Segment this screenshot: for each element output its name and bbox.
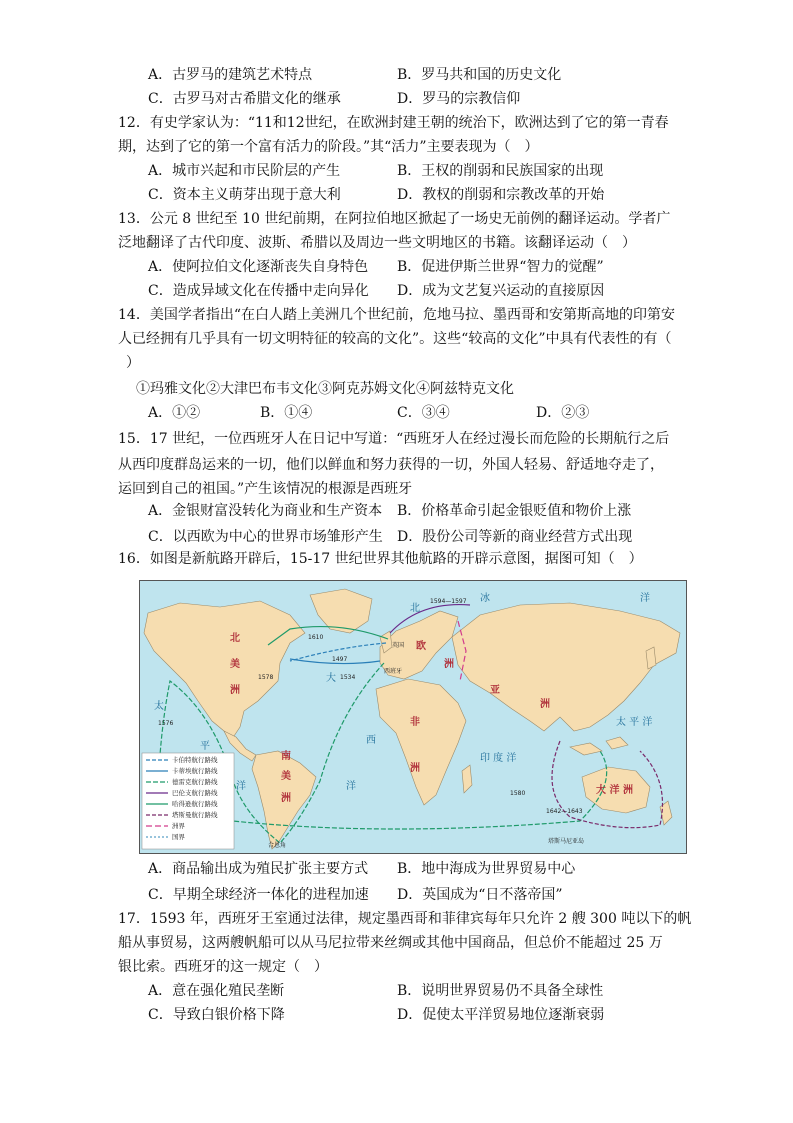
label-eu-2: 洲 xyxy=(444,659,454,670)
q12-option-d: D．教权的削弱和宗教改革的开始 xyxy=(397,187,605,203)
q11-option-b: B．罗马共和国的历史文化 xyxy=(397,67,562,83)
year-label-7: 1580 xyxy=(510,790,526,797)
q11-option-d: D．罗马的宗教信仰 xyxy=(397,91,521,107)
q17-option-d: D．促使太平洋贸易地位逐渐衰弱 xyxy=(397,1007,605,1023)
q15-stem-line2: 从西印度群岛运来的一切，他们以鲜血和努力获得的一切，外国人轻易、舒适地夺走了， xyxy=(118,457,664,473)
q15-option-a: A．金银财富没转化为商业和生产资本 xyxy=(148,503,383,519)
q14-stem-line2: 人已经拥有几乎具有一切文明特征的较高的文化”。这些“较高的文化”中具有代表性的有（ xyxy=(118,331,672,347)
asia-landmass xyxy=(452,603,680,731)
q12-stem-line1: 12．有史学家认为：“11和12世纪，在欧洲封建王朝的统治下，欧洲达到了它的第一青春 xyxy=(118,115,669,131)
label-sa-2: 美 xyxy=(281,771,291,782)
map-legend xyxy=(142,753,234,849)
q17-option-a: A．意在强化殖民垄断 xyxy=(148,983,285,999)
label-af-2: 洲 xyxy=(410,763,420,774)
label-sa-3: 洲 xyxy=(281,793,291,804)
year-label-4: 1610 xyxy=(308,634,324,641)
legend-label: 洲界 xyxy=(172,822,185,830)
label-cape-horn: 合恩角 xyxy=(268,842,287,849)
map-svg xyxy=(140,581,686,853)
q16-stem-line1: 16．如图是新航路开辟后，15-17 世纪世界其他航路的开辟示意图，据图可知（ ） xyxy=(118,551,643,567)
q14-stem-line3: ） xyxy=(126,355,140,371)
label-da: 大 xyxy=(326,673,336,684)
voyage-routes-map xyxy=(139,580,687,854)
label-arctic-1: 北 xyxy=(410,603,420,614)
legend-label: 卡伯特航行路线 xyxy=(172,756,218,764)
q12-option-b: B．王权的削弱和民族国家的出现 xyxy=(397,163,604,179)
year-label-6: 1594—1597 xyxy=(430,598,467,605)
label-atlantic-2: 洋 xyxy=(346,781,356,792)
africa-landmass xyxy=(376,679,466,805)
legend-label: 哈得逊航行路线 xyxy=(172,800,218,808)
q17-option-c: C．导致白银价格下降 xyxy=(148,1007,285,1023)
label-na-2: 美 xyxy=(230,659,240,670)
q13-stem-line1: 13．公元 8 世纪至 10 世纪前期，在阿拉伯地区掀起了一场史无前例的翻译运动。学者广 xyxy=(118,211,671,227)
legend-label: 卡蒂埃航行路线 xyxy=(172,767,218,775)
year-label-2: 1534 xyxy=(340,674,356,681)
japan-landmass xyxy=(646,647,656,669)
q12-option-a: A．城市兴起和市民阶层的产生 xyxy=(148,163,341,179)
q15-option-d: D．股份公司等新的商业经营方式出现 xyxy=(397,529,633,545)
label-pacific-right: 太 平 洋 xyxy=(616,717,653,728)
madagascar-landmass xyxy=(462,765,472,793)
q15-option-c: C．以西欧为中心的世界市场雏形产生 xyxy=(148,529,383,545)
q15-stem-line3: 运回到自己的祖国。”产生该情况的根源是西班牙 xyxy=(118,481,413,497)
legend-label: 塔斯曼航行路线 xyxy=(172,811,218,819)
label-spain: 西班牙 xyxy=(384,668,403,675)
label-england: 英国 xyxy=(392,642,405,649)
label-arctic-3: 洋 xyxy=(640,593,650,604)
q16-option-c: C．早期全球经济一体化的进程加速 xyxy=(148,887,369,903)
label-pacific-l1: 太 xyxy=(154,701,164,712)
label-as-2: 洲 xyxy=(540,699,550,710)
q13-option-b: B．促进伊斯兰世界“智力的觉醒” xyxy=(397,259,604,275)
q13-stem-line2: 泛地翻译了古代印度、波斯、希腊以及周边一些文明地区的书籍。该翻译运动（ ） xyxy=(118,235,636,251)
label-pacific-l2: 平 xyxy=(200,741,210,752)
label-sa-1: 南 xyxy=(281,751,291,762)
label-arctic-2: 冰 xyxy=(480,593,490,604)
q12-stem-line2: 期，达到了它的第一个富有活力的阶段。”其“活力”主要表现为（ ） xyxy=(118,139,539,155)
label-oceania: 大 洋 洲 xyxy=(596,785,633,796)
label-af-1: 非 xyxy=(410,717,420,728)
q12-option-c: C．资本主义萌芽出现于意大利 xyxy=(148,187,341,203)
q14-option-a: A．①② xyxy=(148,405,201,421)
q13-option-d: D．成为文艺复兴运动的直接原因 xyxy=(397,283,605,299)
q11-option-a: A．古罗马的建筑艺术特点 xyxy=(148,67,313,83)
q15-option-b: B．价格革命引起金银贬值和物价上涨 xyxy=(397,503,632,519)
q16-option-d: D．英国成为“日不落帝国” xyxy=(397,887,563,903)
year-label-1: 1497 xyxy=(332,656,348,663)
q16-option-b: B．地中海成为世界贸易中心 xyxy=(397,861,576,877)
legend-label: 德雷克航行路线 xyxy=(172,778,218,786)
new-zealand-landmass xyxy=(660,801,672,825)
q14-option-d: D．②③ xyxy=(536,405,590,421)
year-label-8: 1642—1643 xyxy=(546,808,583,815)
indonesia-islands xyxy=(570,737,628,755)
label-indian: 印 度 洋 xyxy=(480,753,517,764)
label-pacific-l3: 洋 xyxy=(236,781,246,792)
q14-stem-line1: 14．美国学者指出“在白人踏上美洲几个世纪前，危地马拉、墨西哥和安第斯高地的印第安 xyxy=(118,307,675,323)
q17-stem-line2: 船从事贸易，这两艘帆船可以从马尼拉带来丝绸或其他中国商品，但总价不能超过 25 万 xyxy=(118,935,663,951)
q11-option-c: C．古罗马对古希腊文化的继承 xyxy=(148,91,341,107)
label-atlantic-1: 西 xyxy=(366,735,376,746)
north-america-landmass xyxy=(144,601,305,739)
label-na-3: 洲 xyxy=(230,685,240,696)
legend-label: 巴伦支航行路线 xyxy=(172,789,218,797)
label-tasmania: 塔斯马尼亚岛 xyxy=(548,838,585,845)
q17-stem-line1: 17．1593 年，西班牙王室通过法律，规定墨西哥和菲律宾每年只允许 2 艘 300 吨以下的帆 xyxy=(118,911,692,927)
label-as-1: 亚 xyxy=(490,685,500,696)
legend-label: 国界 xyxy=(172,833,185,841)
q15-stem-line1: 15．17 世纪，一位西班牙人在日记中写道：“西班牙人在经过漫长而危险的长期航行之后 xyxy=(118,431,670,447)
year-label-5: 1578 xyxy=(258,674,274,681)
q17-option-b: B．说明世界贸易仍不具备全球性 xyxy=(397,983,604,999)
q14-option-c: C．③④ xyxy=(397,405,450,421)
q14-items: ①玛雅文化②大津巴布韦文化③阿克苏姆文化④阿兹特克文化 xyxy=(136,381,514,397)
label-na-1: 北 xyxy=(230,633,240,644)
year-label-3: 1576 xyxy=(158,720,174,727)
label-eu-1: 欧 xyxy=(416,641,426,652)
q16-option-a: A．商品输出成为殖民扩张主要方式 xyxy=(148,861,369,877)
q13-option-c: C．造成异域文化在传播中走向异化 xyxy=(148,283,369,299)
q17-stem-line3: 银比索。西班牙的这一规定（ ） xyxy=(118,959,328,975)
q14-option-b: B．①④ xyxy=(260,405,313,421)
q13-option-a: A．使阿拉伯文化逐渐丧失自身特色 xyxy=(148,259,369,275)
